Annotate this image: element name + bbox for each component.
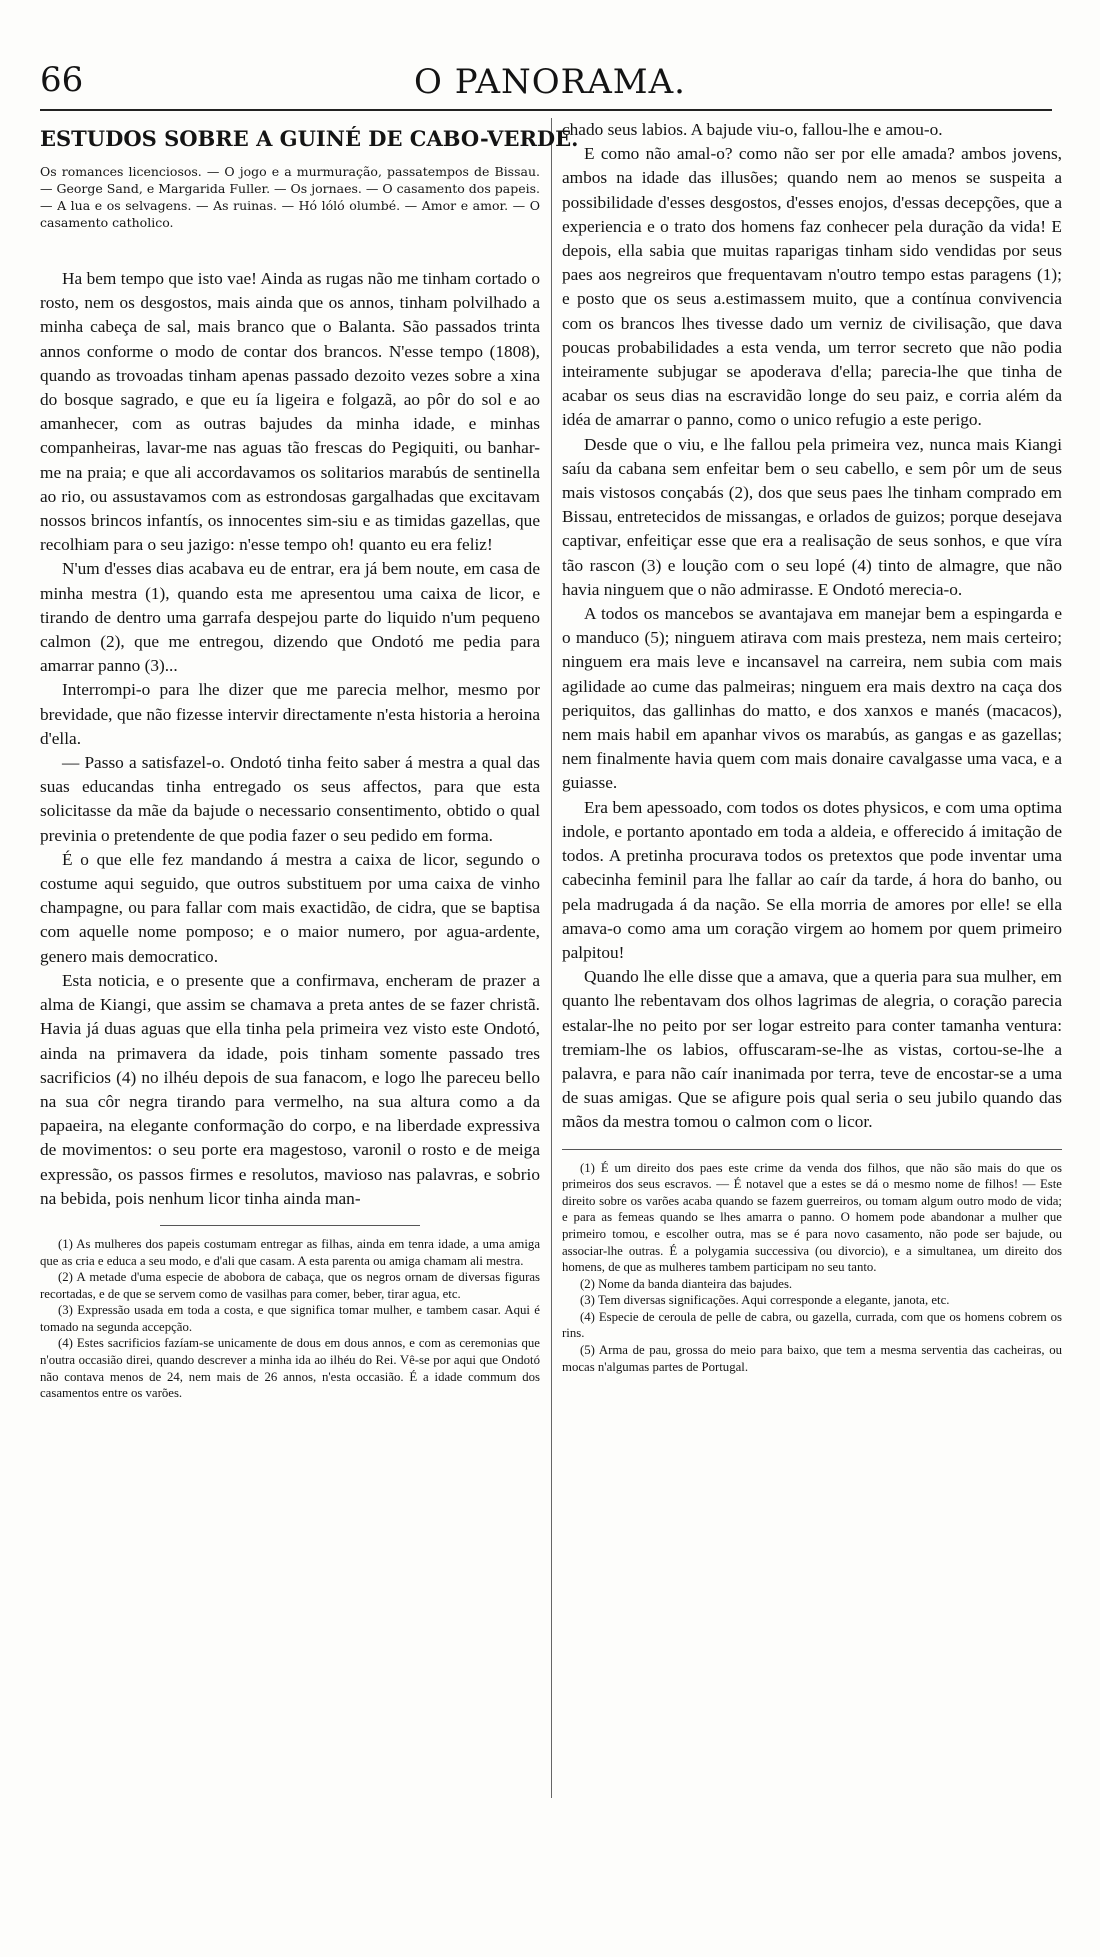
header-rule	[40, 109, 1052, 111]
footnote: (4) Estes sacrificios fazíam-se unicamente de dous em dous annos, e com as ceremonias que n'outra occasião direi, quando descrever a minha ida ao ilhéu do Rei. Vê-se por aqui que Ondotó não contava menos de 24, nem mais de 26 annos, n'esta occasião. É a idade commum dos casamentos entre os varões.	[40, 1336, 540, 1401]
footnote-rule	[562, 1149, 1062, 1150]
paragraph: Quando lhe elle disse que a amava, que a queria para sua mulher, em quanto lhe rebentavam dos olhos lagrimas de alegria, o coração parecia estalar-lhe no peito por ser logar estreito para conter tamanha ventura: tremiam-lhe os labios, offuscaram-se-lhe as vistas, cortou-se-lhe a palavra, e para não caír inanimada por terra, teve de encostar-se a uma de suas amigas. Que se afigure pois qual seria o seu jubilo quando das mãos da mestra tomou o calmon com o licor.	[562, 967, 1062, 1132]
column-divider	[551, 118, 552, 1798]
paragraph: chado seus labios. A bajude viu-o, fallou-lhe e amou-o.	[562, 120, 943, 139]
right-body-text	[562, 118, 1062, 1135]
left-footnotes	[40, 1236, 540, 1402]
paragraph: E como não amal-o? como não ser por elle amada? ambos jovens, ambos na idade das illusões; quando nem ao menos se suspeita a possibilidade d'esses desgostos, d'esses enojos, d'essas decepções, que a experiencia e o trato dos homens faz conhecer pela duração da vida! E depois, ella sabia que muitas raparigas tinham sido vendidas por seus paes aos negreiros que frequentavam n'outro tempo estas paragens (1); e posto que os seus a.estimassem muito, que a contínua convivencia com os brancos lhes tivesse dado um verniz de civilisação, que dava poucas probabilidades a esta venda, um terror secreto que não podia inteiramente subjugar se apoderava d'ella; parecia-lhe que tinha de acabar os seus dias na escravidão longe do seu paiz, e corria além da idéa de amarrar o panno, como o unico refugio a este perigo.	[562, 144, 1062, 430]
page-number: 66	[40, 60, 84, 100]
paragraph: — Passo a satisfazel-o. Ondotó tinha feito saber á mestra a qual das suas educandas tinha entregado os seus affectos, para que esta solicitasse da mãe da bajude o necessario consentimento, obtido o qual previnia o pretendente de que podia fazer o seu pedido em forma.	[40, 753, 540, 845]
paragraph: É o que elle fez mandando á mestra a caixa de licor, segundo o costume aqui seguido, que outros substituem por uma caixa de vinho champagne, ou para fallar com mais exactidão, de cidra, que se baptisa com aquelle nome pomposo; e o maior numero, por agua-ardente, genero mais democratico.	[40, 849, 540, 966]
right-footnotes	[562, 1160, 1062, 1376]
footnote: (1) É um direito dos paes este crime da venda dos filhos, que não são mais do que os primeiros dos seus escravos. — É notavel que a estes se dá o mesmo nome de filhos! — Este direito sobre os varões acaba quando se fazem guerreiros, ou tomam algum outro modo de vida; e para as femeas quando se lhes amarra o panno. O homem pode abandonar a mulher que primeiro tomou, e escolher outra, mas se é para novo casamento, não pode ser bajude, ou associar-lhe outras. É a polygamia successiva (ou divorcio), e a simultanea, um direito dos homens, de que as mulheres tambem participam no seu tanto.	[562, 1160, 1062, 1275]
footnote: (3) Expressão usada em toda a costa, e que significa tomar mulher, e tambem casar. Aqui é tomado na segunda accepção.	[40, 1303, 540, 1334]
footnote: (4) Especie de ceroula de pelle de cabra, ou gazella, currada, com que os homens cobrem os rins.	[562, 1309, 1062, 1341]
footnote: (3) Tem diversas significações. Aqui corresponde a elegante, janota, etc.	[580, 1293, 950, 1308]
paragraph: A todos os mancebos se avantajava em manejar bem a espingarda e o manduco (5); ninguem atirava com mais presteza, nem mais certeiro; ninguem era mais leve e incansavel na carreira, nem subia com mais agilidade ao cume das palmeiras; ninguem era mais dextro na caça dos periquitos, das gallinhas do matto, e dos xanxos e manés (macacos), nem mais habil em apanhar vivos os marabús, as gangas e as gazellas; nem finalmente havia quem com mais donaire cavalgasse uma vaca, e a guiasse.	[562, 604, 1062, 793]
periodical-title: O PANORAMA.	[414, 62, 686, 102]
footnote: (2) Nome da banda dianteira das bajudes.	[580, 1276, 793, 1291]
footnote: (2) A metade d'uma especie de abobora de cabaça, que os negros ornam de diversas figuras recortadas, e de que se servem como de vasilhas para comer, beber, tirar agua, etc.	[40, 1270, 540, 1301]
footnote: (1) As mulheres dos papeis costumam entregar as filhas, ainda em tenra idade, a uma amiga que as cria e educa a seu modo, e d'ali que casam. A esta parenta ou amiga chamam ali mestra.	[40, 1236, 540, 1268]
footnote-rule	[160, 1225, 420, 1226]
article-title: ESTUDOS SOBRE A GUINÉ DE CABO-VERDE.	[40, 126, 579, 151]
article-summary: Os romances licenciosos. — O jogo e a murmuração, passatempos de Bissau. — George Sand, e Margarida Fuller. — Os jornaes. — O casamento dos papeis. — A lua e os selvagens. — As ruinas. — Hó lóló olumbé. — Amor e amor. — O casamento catholico.	[40, 164, 540, 230]
paragraph: Era bem apessoado, com todos os dotes physicos, e com uma optima indole, e portanto apontado em toda a aldeia, e offerecido á imitação de todos. A pretinha procurava todos os pretextos que pode inventar uma cabecinha feminil para lhe fallar ao caír da tarde, á hora do banho, ou pela madrugada á da nação. Se ella morria de amores por elle! se ella amava-o como ama um coração virgem ao homem por quem primeiro palpitou!	[562, 797, 1062, 962]
paragraph: Esta noticia, e o presente que a confirmava, encheram de prazer a alma de Kiangi, que assim se chamava a preta antes de se fazer christã. Havia já duas aguas que ella tinha pela primeira vez visto este Ondotó, ainda na primavera da idade, pois tinham somente passado tres sacrificios (4) no ilhéu depois de sua fanacom, e logo lhe pareceu bello na sua côr negra tirando para vermelho, na sua altura como a da papaeira, na elegante conformação do corpo, e na liberdade expressiva de movimentos: o seu porte era magestoso, varonil o rosto e de meiga expressão, os passos firmes e resolutos, maviosο nas palavras, e sobrio na bebida, pois nenhum licor tinha ainda man-	[40, 970, 540, 1208]
right-column	[562, 118, 1062, 1375]
paragraph: Desde que o viu, e lhe fallou pela primeira vez, nunca mais Kiangi saíu da cabana sem enfeitar bem o seu cabello, e sem pôr um de seus mais vistosos conçabás (2), dos que seus paes lhe tinham comprado em Bissau, entretecidos de missangas, e orlados de guizos; porque desejava captivar, enfeitiçar esse que era a realisação de seus sonhos, e que víra tão rascon (3) e loução com o seu lopé (4) tinto de almagre, que não havia ninguem que o não admirasse. E Ondotó merecia-o.	[562, 434, 1062, 599]
left-body-text	[40, 267, 540, 1211]
footnote: (5) Arma de pau, grossa do meio para baixo, que tem a mesma serventia das cacheiras, ou mocas n'algumas partes de Portugal.	[562, 1343, 1062, 1374]
left-column	[40, 118, 579, 1402]
paragraph: Ha bem tempo que isto vae! Ainda as rugas não me tinham cortado o rosto, nem os desgostos, mais ainda que os annos, tinham polvilhado a minha cabeça de sal, mais branco que o Balanta. São passados trinta annos conforme o modo de contar dos brancos. N'esse tempo (1808), quando as trovoadas tinham apenas passado dezoito vezes sobre a xina do bosque sagrado, e que eu ía ligeira e folgazã, ao pôr do sol e ao amanhecer, com as outras bajudes da minha idade, e minhas companheiras, lavar-me nas aguas tão frescas do Pegiquiti, ou banhar-me na praia; e que ali accordavamos os solitarios marabús de sentinella ao rio, ou assustavamos com as estrondosas gargalhadas que excitavam nossos brincos infantís, os innocentes sim-siu e as timidas gazellas, que recolhiam para o seu jazigo: n'esse tempo oh! quanto eu era feliz!	[40, 269, 540, 555]
paragraph: N'um d'esses dias acabava eu de entrar, era já bem noute, em casa de minha mestra (1), quando esta me apresentou uma caixa de licor, e tirando de dentro uma garrafa despejou parte do liquido n'um pequeno calmon (2), que me entregou, dizendo que Ondotó me pedia para amarrar panno (3)...	[40, 559, 540, 676]
paragraph: Interrompi-o para lhe dizer que me parecia melhor, mesmo por brevidade, que não fizesse intervir directamente n'esta historia a heroina d'ella.	[40, 680, 540, 748]
